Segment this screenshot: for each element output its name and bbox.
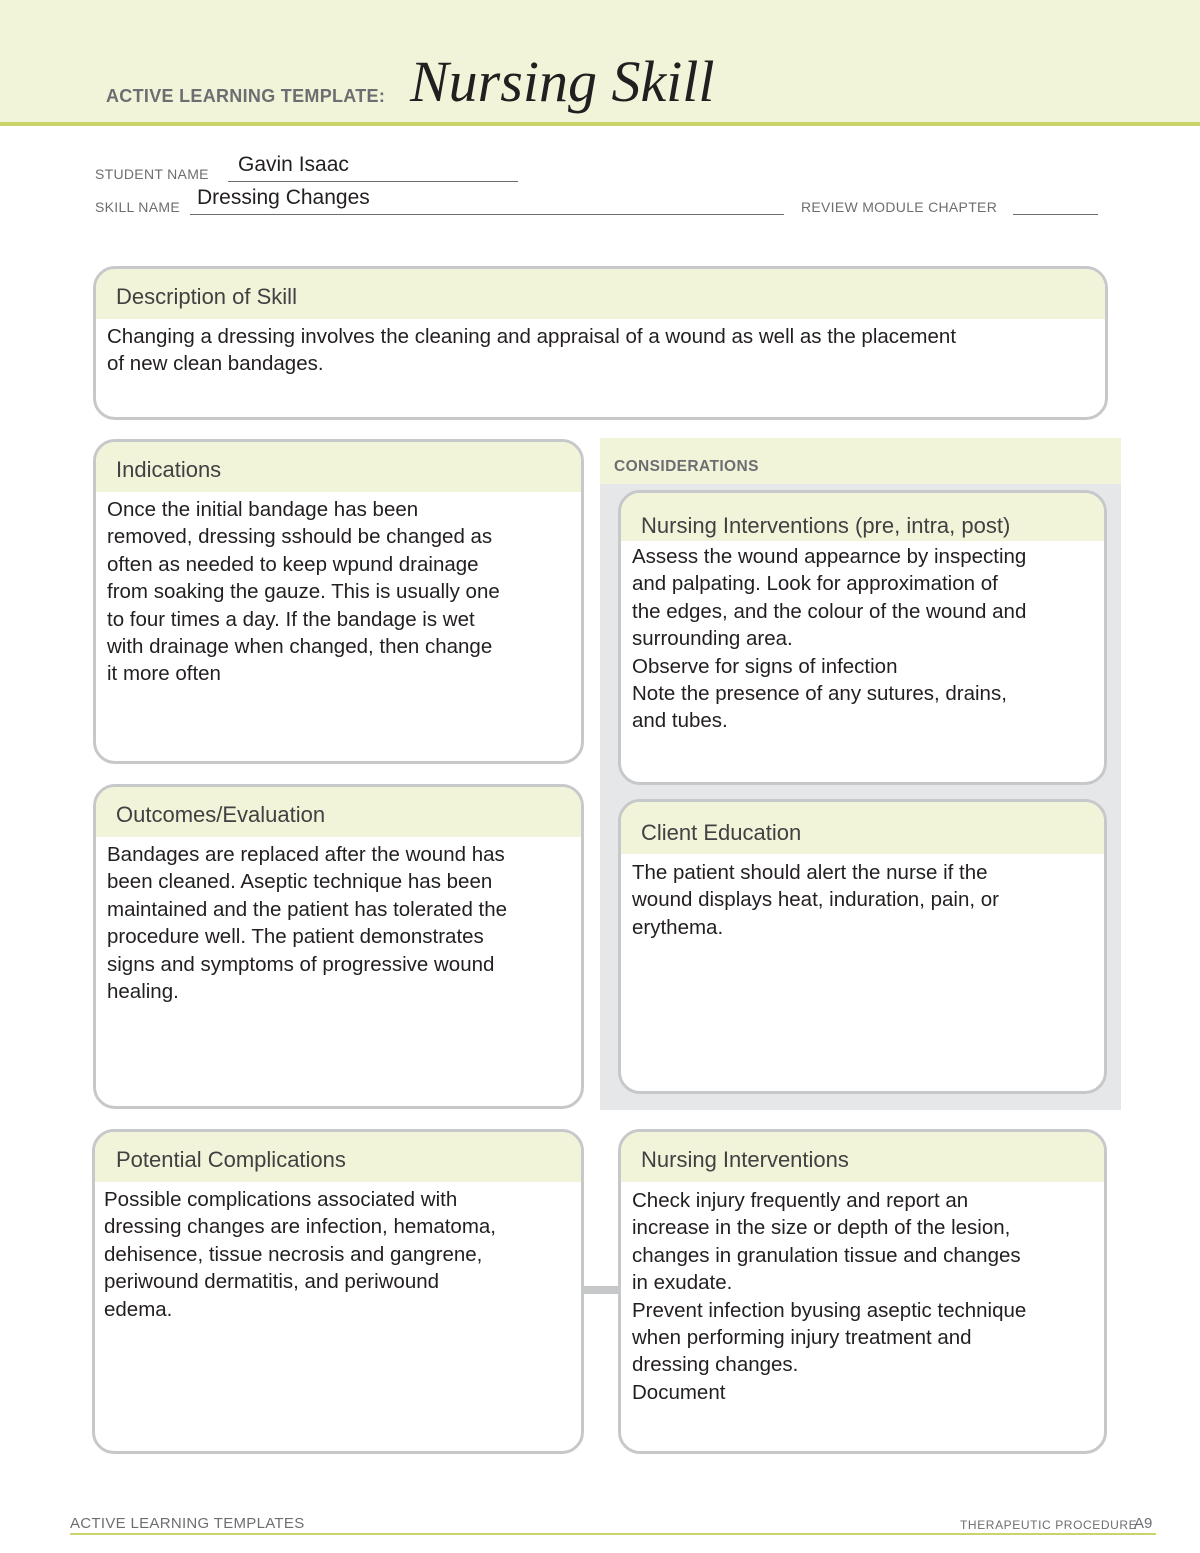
page-title: Nursing Skill [410, 49, 715, 114]
complications-text[interactable]: Possible complications associated with dressing changes are infection, hematoma, dehisence, tissue necrosis and gangrene, periwound dermatitis, and periwound edema. [104, 1188, 497, 1321]
nursing-interventions-box [618, 1129, 1107, 1454]
nursing-interventions-ppp-box [618, 490, 1107, 785]
outcomes-heading: Outcomes/Evaluation [96, 787, 581, 837]
client-education-heading: Client Education [621, 802, 1104, 854]
student-name-line [228, 181, 518, 182]
template-label: ACTIVE LEARNING TEMPLATE: [106, 86, 386, 106]
complications-heading: Potential Complications [95, 1132, 581, 1182]
skill-name-field[interactable]: Dressing Changes [197, 186, 370, 209]
skill-name-line [190, 214, 784, 215]
student-name-label: STUDENT NAME [95, 166, 209, 182]
description-text[interactable]: Changing a dressing involves the cleaning and appraisal of a wound as well as the placement of new clean bandages. [107, 325, 957, 376]
nursing-interventions-text[interactable]: Check injury frequently and report an increase in the size or depth of the lesion, changes in granulation tissue and changes in exudate. Prevent infection byusing aseptic technique when performing injury treatment and dressing changes. Document [632, 1189, 1027, 1404]
footer-divider [70, 1533, 1156, 1535]
page-header [0, 0, 1200, 122]
footer-section-label: THERAPEUTIC PROCEDURE [960, 1518, 1138, 1532]
review-module-label: REVIEW MODULE CHAPTER [801, 199, 998, 215]
client-education-text[interactable]: The patient should alert the nurse if the wound displays heat, induration, pain, or erythema. [632, 861, 999, 939]
page-number: A9 [1134, 1515, 1153, 1532]
student-name-field[interactable]: Gavin Isaac [238, 153, 349, 176]
nursing-interventions-heading: Nursing Interventions [621, 1132, 1104, 1182]
considerations-label: CONSIDERATIONS [614, 458, 759, 475]
skill-name-label: SKILL NAME [95, 199, 180, 215]
description-box [93, 266, 1108, 420]
nursing-interventions-ppp-heading: Nursing Interventions (pre, intra, post) [621, 493, 1104, 541]
client-education-box [618, 799, 1107, 1094]
description-heading: Description of Skill [96, 269, 1105, 319]
outcomes-text[interactable]: Bandages are replaced after the wound has been cleaned. Aseptic technique has been maintained and the patient has tolerated the procedure well. The patient demonstrates signs and symptoms of progressive wound healing. [107, 843, 508, 1004]
review-module-line [1013, 214, 1098, 215]
nursing-interventions-ppp-text[interactable]: Assess the wound appearnce by inspecting and palpating. Look for approximation of the edges, and the colour of the wound and surrounding area. Observe for signs of infection Note the presence of any sutures, drains, and tubes. [632, 545, 1027, 733]
header-divider [0, 122, 1200, 126]
footer-template-label: ACTIVE LEARNING TEMPLATES [70, 1515, 305, 1532]
considerations-header [600, 438, 1121, 484]
connector-bar [582, 1286, 620, 1294]
indications-text[interactable]: Once the initial bandage has been removed, dressing sshould be changed as often as needed to keep wpund drainage from soaking the gauze. This is usually one to four times a day. If the bandage is wet with drainage when changed, then change it more often [107, 498, 500, 686]
complications-box [92, 1129, 584, 1454]
indications-box [93, 439, 584, 764]
outcomes-box [93, 784, 584, 1109]
indications-heading: Indications [96, 442, 581, 492]
